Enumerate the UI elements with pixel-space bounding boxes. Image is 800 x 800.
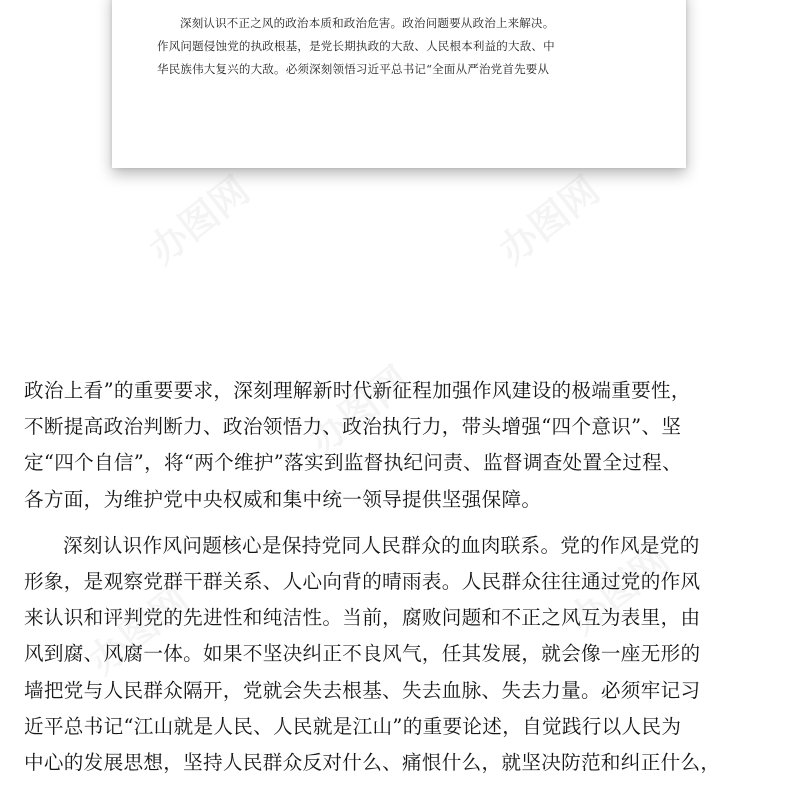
paragraph-1 bbox=[24, 373, 776, 518]
watermark-logo: 办图网 bbox=[300, 357, 418, 463]
watermark-logo: 办图网 bbox=[490, 167, 608, 273]
watermark-logo: 办图网 bbox=[140, 167, 258, 273]
page-preview-line: 作风问题侵蚀党的执政根基，是党长期执政的大敌、人民根本利益的大敌、中 bbox=[157, 39, 555, 53]
body-line: 形象，是观察党群干群关系、人心向背的晴雨表。人民群众往往通过党的作风 bbox=[24, 570, 701, 594]
body-line: 各方面，为维护党中央权威和集中统一领导提供坚强保障。 bbox=[24, 487, 542, 511]
document-page-preview bbox=[112, 0, 686, 168]
watermark-logo: 办图网 bbox=[80, 577, 198, 683]
watermark-logo: 办图网 bbox=[560, 537, 678, 643]
body-line: 来认识和评判党的先进性和纯洁性。当前，腐败问题和不正之风互为表里，由 bbox=[24, 606, 701, 630]
document-body bbox=[24, 373, 776, 781]
page-preview-line: 华民族伟大复兴的大敌。必须深刻领悟习近平总书记“全面从严治党首先要从 bbox=[157, 62, 550, 76]
body-line: 政治上看”的重要要求，深刻理解新时代新征程加强作风建设的极端重要性， bbox=[24, 379, 691, 402]
body-line: 深刻认识作风问题核心是保持党同人民群众的血肉联系。党的作风是党的 bbox=[63, 533, 700, 557]
page-preview-text bbox=[157, 12, 641, 81]
body-line: 墙把党与人民群众隔开，党就会失去根基、失去血脉、失去力量。必须牢记习 bbox=[24, 678, 701, 702]
body-line: 风到腐、风腐一体。如果不坚决纠正不良风气，任其发展，就会像一座无形的 bbox=[24, 642, 701, 666]
paragraph-2 bbox=[24, 528, 776, 781]
body-line: 近平总书记“江山就是人民、人民就是江山”的重要论述，自觉践行以人民为 bbox=[24, 714, 682, 738]
body-line: 定“四个自信”，将“两个维护”落实到监督执纪问责、监督调查处置全过程、 bbox=[24, 451, 682, 475]
body-line: 中心的发展思想，坚持人民群众反对什么、痛恨什么，就坚决防范和纠正什么， bbox=[24, 751, 721, 775]
body-line: 不断提高政治判断力、政治领悟力、政治执行力，带头增强“四个意识”、坚 bbox=[24, 415, 682, 439]
page-preview-line: 深刻认识不正之风的政治本质和政治危害。政治问题要从政治上来解决。 bbox=[180, 16, 555, 30]
